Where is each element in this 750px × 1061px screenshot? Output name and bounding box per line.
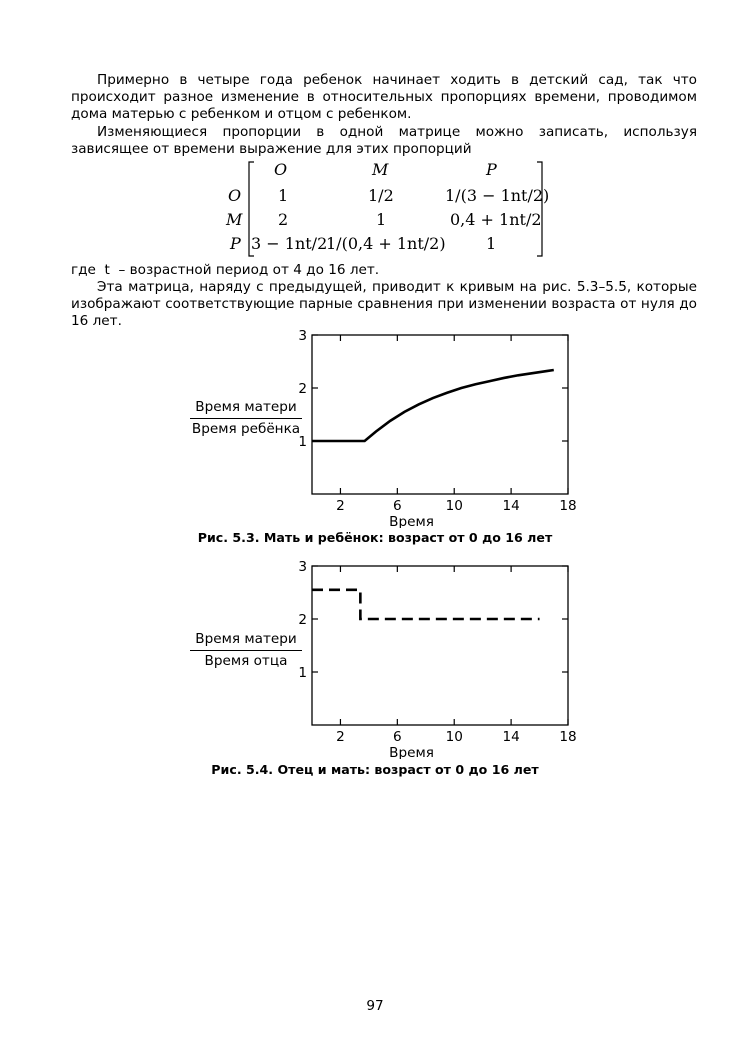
chart1-series-line — [312, 370, 554, 441]
chart2-xtick-label: 18 — [559, 729, 577, 745]
chart2-xtick-label: 14 — [502, 729, 520, 745]
chart2-ylabel-numerator: Время матери — [190, 631, 302, 651]
chart1-xlabel: Время — [389, 514, 434, 528]
paragraph-3: где t – возрастной период от 4 до 16 лет. — [71, 262, 380, 278]
chart2-xtick-label: 10 — [445, 729, 463, 745]
matrix-cell-o-p: 1/(3 − 1nt/2) — [445, 186, 550, 205]
chart1-xtick-label: 2 — [336, 498, 345, 514]
chart-mother-father — [0, 559, 750, 759]
matrix-cell-o-m: 1/2 — [368, 186, 394, 205]
chart2-xtick-label: 6 — [393, 729, 402, 745]
chart1-frame — [312, 335, 568, 494]
chart-mother-child — [0, 328, 750, 528]
chart1-xtick-label: 18 — [559, 498, 577, 514]
matrix-cell-m-m: 1 — [376, 210, 387, 229]
matrix-cell-o-o: 1 — [278, 186, 289, 205]
chart1-ytick-label: 3 — [298, 328, 307, 344]
chart1-ytick-label: 2 — [298, 381, 307, 397]
paragraph-4: Эта матрица, наряду с предыдущей, приводит к кривым на рис. 5.3–5.5, которые изображают соответствующие парные сравнения при изменении возраста от нуля до 16 лет. — [71, 279, 697, 329]
matrix-row-header-m: M — [226, 210, 243, 229]
chart2-ytick-label: 1 — [298, 665, 307, 681]
matrix-row-header-p: P — [230, 234, 241, 253]
chart1-xtick-label: 10 — [445, 498, 463, 514]
figure-5-3-caption: Рис. 5.3. Мать и ребёнок: возраст от 0 до 16 лет — [197, 530, 553, 545]
chart2-ytick-label: 3 — [298, 559, 307, 575]
page-number: 97 — [366, 998, 384, 1014]
chart1-xtick-label: 14 — [502, 498, 520, 514]
chart2-xlabel: Время — [389, 745, 434, 759]
chart2-series-line — [312, 590, 540, 619]
chart1-ylabel-denominator: Время ребёнка — [191, 421, 301, 437]
matrix-col-header-m: M — [372, 160, 389, 179]
matrix-row-header-o: O — [228, 186, 242, 205]
matrix-col-header-o: O — [274, 160, 288, 179]
chart1-ylabel-numerator: Время матери — [190, 399, 302, 419]
paragraph-2: Изменяющиеся пропорции в одной матрице можно записать, используя зависящее от времени выражение для этих пропорций — [71, 124, 697, 157]
matrix-cell-p-p: 1 — [486, 234, 497, 253]
matrix-col-header-p: P — [486, 160, 497, 179]
chart1-ytick-label: 1 — [298, 434, 307, 450]
chart2-ylabel-denominator: Время отца — [204, 653, 288, 669]
matrix-cell-m-o: 2 — [278, 210, 289, 229]
figure-5-4-caption: Рис. 5.4. Отец и мать: возраст от 0 до 16 лет — [211, 762, 539, 777]
chart2-xtick-label: 2 — [336, 729, 345, 745]
matrix-cell-p-o: 3 − 1nt/2 — [251, 234, 328, 253]
matrix-cell-m-p: 0,4 + 1nt/2 — [450, 210, 542, 229]
paragraph-1: Примерно в четыре года ребенок начинает ходить в детский сад, так что происходит разное изменение в относительных пропорциях времени, проводимом дома матерью с ребенком и отцом с ребенком. — [71, 72, 697, 122]
chart1-xtick-label: 6 — [393, 498, 402, 514]
proportion-matrix — [220, 158, 550, 258]
chart2-ytick-label: 2 — [298, 612, 307, 628]
matrix-cell-p-m: 1/(0,4 + 1nt/2) — [326, 234, 446, 253]
